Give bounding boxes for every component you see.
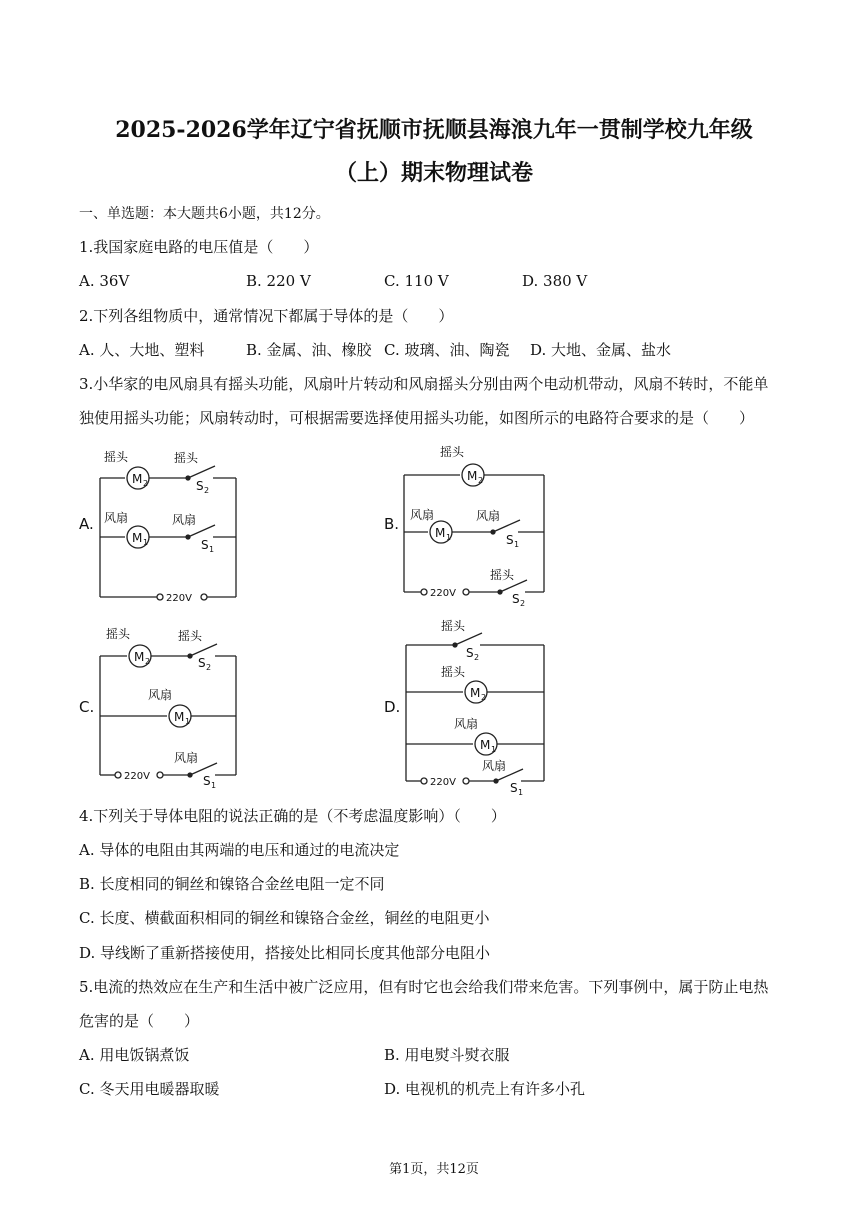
label-fengshan: 风扇 <box>454 717 479 731</box>
subscript: 2 <box>206 663 212 672</box>
voltage-label: 220V <box>430 777 456 788</box>
q5-option-c: C. 冬天用电暖器取暖 <box>79 1080 220 1098</box>
label-fengshan: 风扇 <box>482 759 507 773</box>
page-title-line1: 2025-2026学年辽宁省抚顺市抚顺县海浪九年一贯制学校九年级 <box>115 117 753 143</box>
motor-m2-label: M <box>470 686 481 700</box>
q4-option-d: D. 导线断了重新搭接使用，搭接处比相同长度其他部分电阻小 <box>79 944 491 962</box>
subscript: 1 <box>446 533 452 542</box>
q4-option-b: B. 长度相同的铜丝和镍铬合金丝电阻一定不同 <box>79 875 385 893</box>
q1-option-c: C. 110 V <box>384 272 449 290</box>
label-fengshan: 风扇 <box>410 508 435 522</box>
label-fengshan: 风扇 <box>476 509 501 523</box>
q2-option-c: C. 玻璃、油、陶瓷 <box>384 341 510 359</box>
q5-option-d: D. 电视机的机壳上有许多小孔 <box>384 1080 586 1098</box>
subscript: 2 <box>143 479 149 488</box>
label-yaotou: 摇头 <box>104 450 129 464</box>
label-fengshan: 风扇 <box>172 513 197 527</box>
subscript: 1 <box>143 538 149 547</box>
circuit-c <box>100 644 236 778</box>
label-yaotou: 摇头 <box>178 629 203 643</box>
q4-stem: 4.下列关于导体电阻的说法正确的是（不考虑温度影响）（ ） <box>79 807 506 825</box>
q1-option-d: D. 380 V <box>522 272 588 290</box>
q4-option-c: C. 长度、横截面积相同的铜丝和镍铬合金丝，铜丝的电阻更小 <box>79 909 490 927</box>
q4-option-a: A. 导体的电阻由其两端的电压和通过的电流决定 <box>79 841 400 859</box>
motor-m1-label: M <box>435 526 446 540</box>
switch-s1-label: S <box>510 781 518 795</box>
motor-m1-label: M <box>174 710 185 724</box>
motor-m2-label: M <box>467 469 478 483</box>
label-yaotou: 摇头 <box>441 619 466 633</box>
subscript: 1 <box>514 540 520 549</box>
label-fengshan: 风扇 <box>148 688 173 702</box>
switch-s1-label: S <box>201 538 209 552</box>
label-yaotou: 摇头 <box>174 451 199 465</box>
subscript: 2 <box>481 693 487 702</box>
motor-m1-label: M <box>480 738 491 752</box>
label-yaotou: 摇头 <box>490 568 515 582</box>
q1-stem: 1.我国家庭电路的电压值是（ ） <box>79 238 319 256</box>
voltage-label: 220V <box>166 593 192 604</box>
subscript: 1 <box>211 781 217 790</box>
switch-s1-label: S <box>506 533 514 547</box>
label-yaotou: 摇头 <box>106 627 131 641</box>
switch-s2-label: S <box>196 479 204 493</box>
subscript: 2 <box>204 486 210 495</box>
circuit-a <box>100 466 236 600</box>
q2-stem: 2.下列各组物质中，通常情况下都属于导体的是（ ） <box>79 307 454 325</box>
page-footer: 第1页，共12页 <box>389 1162 479 1177</box>
label-yaotou: 摇头 <box>441 665 466 679</box>
q3-stem-line2: 独使用摇头功能；风扇转动时，可根据需要选择使用摇头功能，如图所示的电路符合要求的是（ ） <box>79 409 755 427</box>
switch-s2-label: S <box>198 656 206 670</box>
page-title-line2: （上）期末物理试卷 <box>334 160 533 186</box>
q5-stem-line1: 5.电流的热效应在生产和生活中被广泛应用，但有时它也会给我们带来危害。下列事例中，属于防止电热 <box>79 978 769 996</box>
q3-option-a-letter: A. <box>79 515 94 533</box>
voltage-label: 220V <box>430 588 456 599</box>
motor-m2-label: M <box>134 650 145 664</box>
motor-m2-label: M <box>132 472 143 486</box>
motor-m1-label: M <box>132 531 143 545</box>
subscript: 2 <box>474 653 480 662</box>
q5-option-b: B. 用电熨斗熨衣服 <box>384 1046 510 1064</box>
switch-s1-label: S <box>203 774 211 788</box>
subscript: 1 <box>185 717 191 726</box>
label-fengshan: 风扇 <box>104 511 129 525</box>
subscript: 2 <box>478 476 484 485</box>
switch-s2-label: S <box>466 646 474 660</box>
subscript: 2 <box>145 657 151 666</box>
q3-option-b-letter: B. <box>384 515 400 533</box>
q5-option-a: A. 用电饭锅煮饭 <box>79 1046 190 1064</box>
q2-option-d: D. 大地、金属、盐水 <box>530 341 672 359</box>
label-yaotou: 摇头 <box>440 445 465 459</box>
switch-s2-label: S <box>512 592 520 606</box>
subscript: 2 <box>520 599 526 608</box>
subscript: 1 <box>491 745 497 754</box>
q1-option-b: B. 220 V <box>246 272 311 290</box>
circuit-b <box>404 464 544 595</box>
q5-stem-line2: 危害的是（ ） <box>79 1012 200 1030</box>
section-heading: 一、单选题：本大题共6小题，共12分。 <box>79 206 330 222</box>
q3-option-d-letter: D. <box>384 698 401 716</box>
subscript: 1 <box>518 788 524 797</box>
q1-option-a: A. 36V <box>79 272 130 290</box>
voltage-label: 220V <box>124 771 150 782</box>
subscript: 1 <box>209 545 215 554</box>
q2-option-b: B. 金属、油、橡胶 <box>246 341 372 359</box>
q3-stem-line1: 3.小华家的电风扇具有摇头功能，风扇叶片转动和风扇摇头分别由两个电动机带动，风扇不转时，不能单 <box>79 375 769 393</box>
q3-option-c-letter: C. <box>79 698 95 716</box>
label-fengshan: 风扇 <box>174 751 199 765</box>
q2-option-a: A. 人、大地、塑料 <box>79 341 205 359</box>
